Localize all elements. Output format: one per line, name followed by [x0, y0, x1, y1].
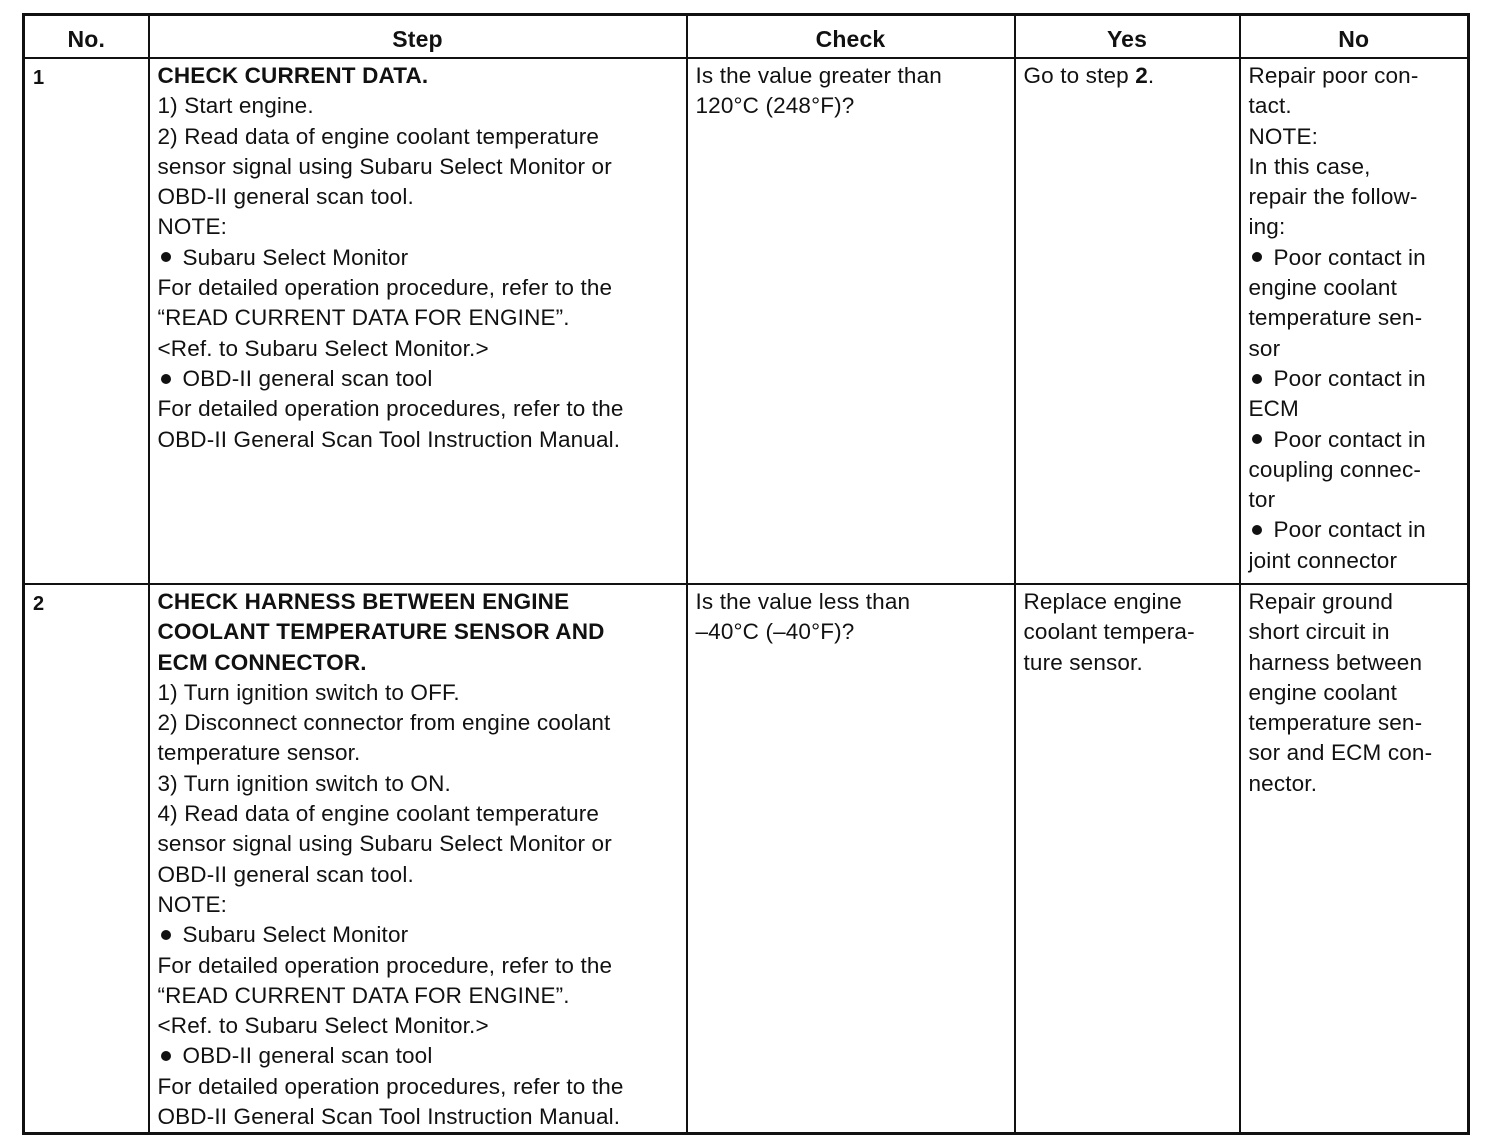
no-line: tor [1248, 487, 1276, 513]
step-line: OBD-II General Scan Tool Instruction Manual. [157, 426, 621, 452]
step-title: CHECK HARNESS BETWEEN ENGINE [157, 589, 570, 614]
check-line: 120°C (248°F)? [695, 93, 855, 119]
bullet-item: Poor contact in [1249, 364, 1460, 394]
no-line: sor [1248, 335, 1281, 361]
step-line: <Ref. to Subaru Select Monitor.> [157, 1013, 489, 1039]
table-row [24, 584, 1469, 1134]
step-line: OBD-II general scan tool. [157, 184, 414, 210]
step-line: OBD-II General Scan Tool Instruction Manual. [157, 1104, 621, 1130]
header-no: No. [24, 15, 149, 59]
no-line: engine coolant [1248, 275, 1397, 301]
step-line: 1) Start engine. [157, 93, 314, 119]
bullet-icon [161, 1051, 171, 1061]
no-line: harness between [1248, 649, 1423, 675]
step-cell [149, 584, 687, 1134]
step-title: ECM CONNECTOR. [157, 649, 367, 675]
no-line: sor and ECM con- [1248, 740, 1433, 766]
step-line: sensor signal using Subaru Select Monitor or [157, 153, 612, 179]
step-line: sensor signal using Subaru Select Monitor or [157, 831, 612, 857]
step-line: 1) Turn ignition switch to OFF. [157, 679, 460, 705]
step-line: For detailed operation procedure, refer to the [157, 952, 613, 978]
step-note-label: NOTE: [157, 891, 228, 917]
no-line: tact. [1248, 93, 1292, 119]
step-line: 3) Turn ignition switch to ON. [157, 770, 451, 796]
no-line: In this case, [1248, 153, 1371, 179]
check-cell [687, 584, 1015, 1134]
no-line: ing: [1248, 214, 1286, 240]
check-cell [687, 58, 1015, 584]
check-line: Is the value less than [695, 589, 911, 614]
no-line: short circuit in [1248, 619, 1390, 645]
step-line: <Ref. to Subaru Select Monitor.> [157, 335, 489, 361]
check-line: Is the value greater than [695, 63, 942, 88]
no-line: temperature sen- [1248, 710, 1423, 736]
no-cell [1240, 58, 1469, 584]
bullet-icon [161, 374, 171, 384]
no-line: Repair ground [1248, 589, 1394, 614]
bullet-item: Poor contact in [1249, 243, 1460, 273]
step-number: 2 [24, 584, 149, 1134]
step-note-label: NOTE: [157, 214, 228, 240]
bullet-item: Subaru Select Monitor [158, 243, 678, 273]
yes-action: Go to step 2. [1023, 63, 1155, 88]
step-line: “READ CURRENT DATA FOR ENGINE”. [157, 982, 570, 1008]
check-line: –40°C (–40°F)? [695, 619, 855, 645]
bullet-icon [1252, 252, 1262, 262]
yes-cell [1015, 584, 1240, 1134]
bullet-item: OBD-II general scan tool [158, 364, 678, 394]
step-line: For detailed operation procedures, refer to the [157, 1073, 624, 1099]
yes-line: coolant tempera- [1023, 619, 1195, 645]
no-line: engine coolant [1248, 679, 1397, 705]
no-line: nector. [1248, 770, 1318, 796]
bullet-icon [1252, 434, 1262, 444]
no-line: Repair poor con- [1248, 63, 1419, 88]
header-yes: Yes [1015, 15, 1240, 59]
no-line: coupling connec- [1248, 456, 1422, 482]
step-cell [149, 58, 687, 584]
step-reference: 2 [1135, 63, 1148, 88]
yes-line: ture sensor. [1023, 649, 1143, 675]
no-cell [1240, 584, 1469, 1134]
header-step: Step [149, 15, 687, 59]
yes-cell [1015, 58, 1240, 584]
table-header-row [24, 15, 1469, 59]
step-line: For detailed operation procedure, refer to the [157, 275, 613, 301]
bullet-icon [161, 252, 171, 262]
bullet-item: OBD-II general scan tool [158, 1041, 678, 1071]
bullet-item: Subaru Select Monitor [158, 920, 678, 950]
header-no-action: No [1240, 15, 1469, 59]
no-line: temperature sen- [1248, 305, 1423, 331]
diagnostic-table-container [22, 13, 1467, 1130]
bullet-item: Poor contact in [1249, 425, 1460, 455]
table-row [24, 58, 1469, 584]
step-title: COOLANT TEMPERATURE SENSOR AND [157, 619, 605, 645]
step-line: OBD-II general scan tool. [157, 861, 414, 887]
step-line: 4) Read data of engine coolant temperature [157, 801, 600, 827]
step-number: 1 [24, 58, 149, 584]
bullet-item: Poor contact in [1249, 515, 1460, 545]
bullet-icon [1252, 525, 1262, 535]
bullet-icon [161, 930, 171, 940]
step-title: CHECK CURRENT DATA. [157, 63, 429, 88]
step-line: temperature sensor. [157, 740, 361, 766]
step-line: 2) Disconnect connector from engine coolant [157, 710, 611, 736]
no-line: ECM [1248, 396, 1299, 422]
bullet-icon [1252, 374, 1262, 384]
no-line: joint connector [1248, 547, 1398, 573]
header-check: Check [687, 15, 1015, 59]
step-line: For detailed operation procedures, refer to the [157, 396, 624, 422]
no-line: repair the follow- [1248, 184, 1418, 210]
step-line: 2) Read data of engine coolant temperature [157, 123, 600, 149]
step-line: “READ CURRENT DATA FOR ENGINE”. [157, 305, 570, 331]
diagnostic-table [22, 13, 1470, 1135]
no-note-label: NOTE: [1248, 123, 1319, 149]
yes-line: Replace engine [1023, 589, 1182, 614]
